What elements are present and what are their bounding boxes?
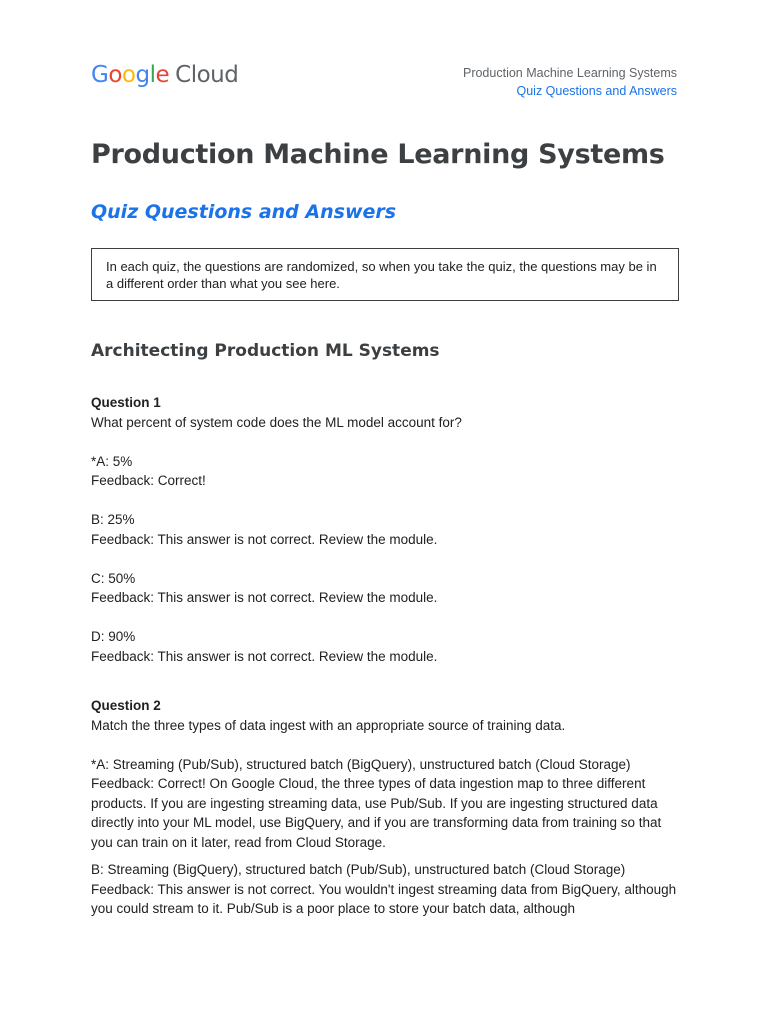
answer-option: *A: 5% [91, 453, 133, 469]
header-doc-name: Production Machine Learning Systems [462, 66, 677, 80]
answer-feedback: Feedback: This answer is not correct. Review the module. [91, 531, 438, 547]
answer-feedback: Feedback: Correct! On Google Cloud, the three types of data ingestion map to three different products. If you are ingesting streaming data, use Pub/Sub. If you are ingesting structured data directly into your ML model, use BigQuery, and if you are transforming data from training so that you can train on it later, read from Cloud Storage. [91, 776, 662, 850]
answer-feedback: Feedback: This answer is not correct. Review the module. [91, 590, 438, 605]
answer-item [91, 860, 681, 919]
randomization-note: In each quiz, the questions are randomized, so when you take the quiz, the questions may be in a different order than what you see here. [91, 248, 679, 301]
question-title: Question 2 [91, 698, 161, 713]
question-prompt: Match the three types of data ingest with an appropriate source of training data. [91, 717, 566, 733]
answer-feedback: Feedback: This answer is not correct. You wouldn't ingest streaming data from BigQuery, although you could stream to it. Pub/Sub is a poor place to store your batch data, although [91, 881, 677, 916]
running-header [463, 64, 677, 100]
answer-option: *A: Streaming (Pub/Sub), structured batch (BigQuery), unstructured batch (Cloud Storage) [91, 756, 631, 772]
answer-option: B: Streaming (BigQuery), structured batch (Pub/Sub), unstructured batch (Cloud Storage) [91, 862, 626, 877]
answer-option: C: 50% [91, 570, 136, 586]
question-prompt: What percent of system code does the ML model account for? [91, 414, 462, 430]
answer-item [91, 569, 681, 608]
google-cloud-logo: Google Cloud [91, 62, 239, 88]
question-title: Question 1 [91, 395, 161, 410]
answer-option: B: 25% [91, 512, 135, 527]
answer-item [91, 627, 681, 666]
answer-feedback: Feedback: Correct! [91, 473, 206, 488]
page-title: Production Machine Learning Systems [91, 139, 665, 170]
question-1 [91, 393, 681, 666]
question-2 [91, 696, 681, 919]
answer-item [91, 510, 681, 549]
answer-feedback: Feedback: This answer is not correct. Review the module. [91, 648, 438, 664]
page-subtitle: Quiz Questions and Answers [91, 201, 397, 223]
quiz-content [91, 339, 681, 919]
answer-item [91, 452, 681, 491]
answer-option: D: 90% [91, 629, 136, 644]
section-heading: Architecting Production ML Systems [91, 341, 440, 361]
header-doc-section: Quiz Questions and Answers [516, 84, 677, 98]
answer-item [91, 755, 681, 853]
